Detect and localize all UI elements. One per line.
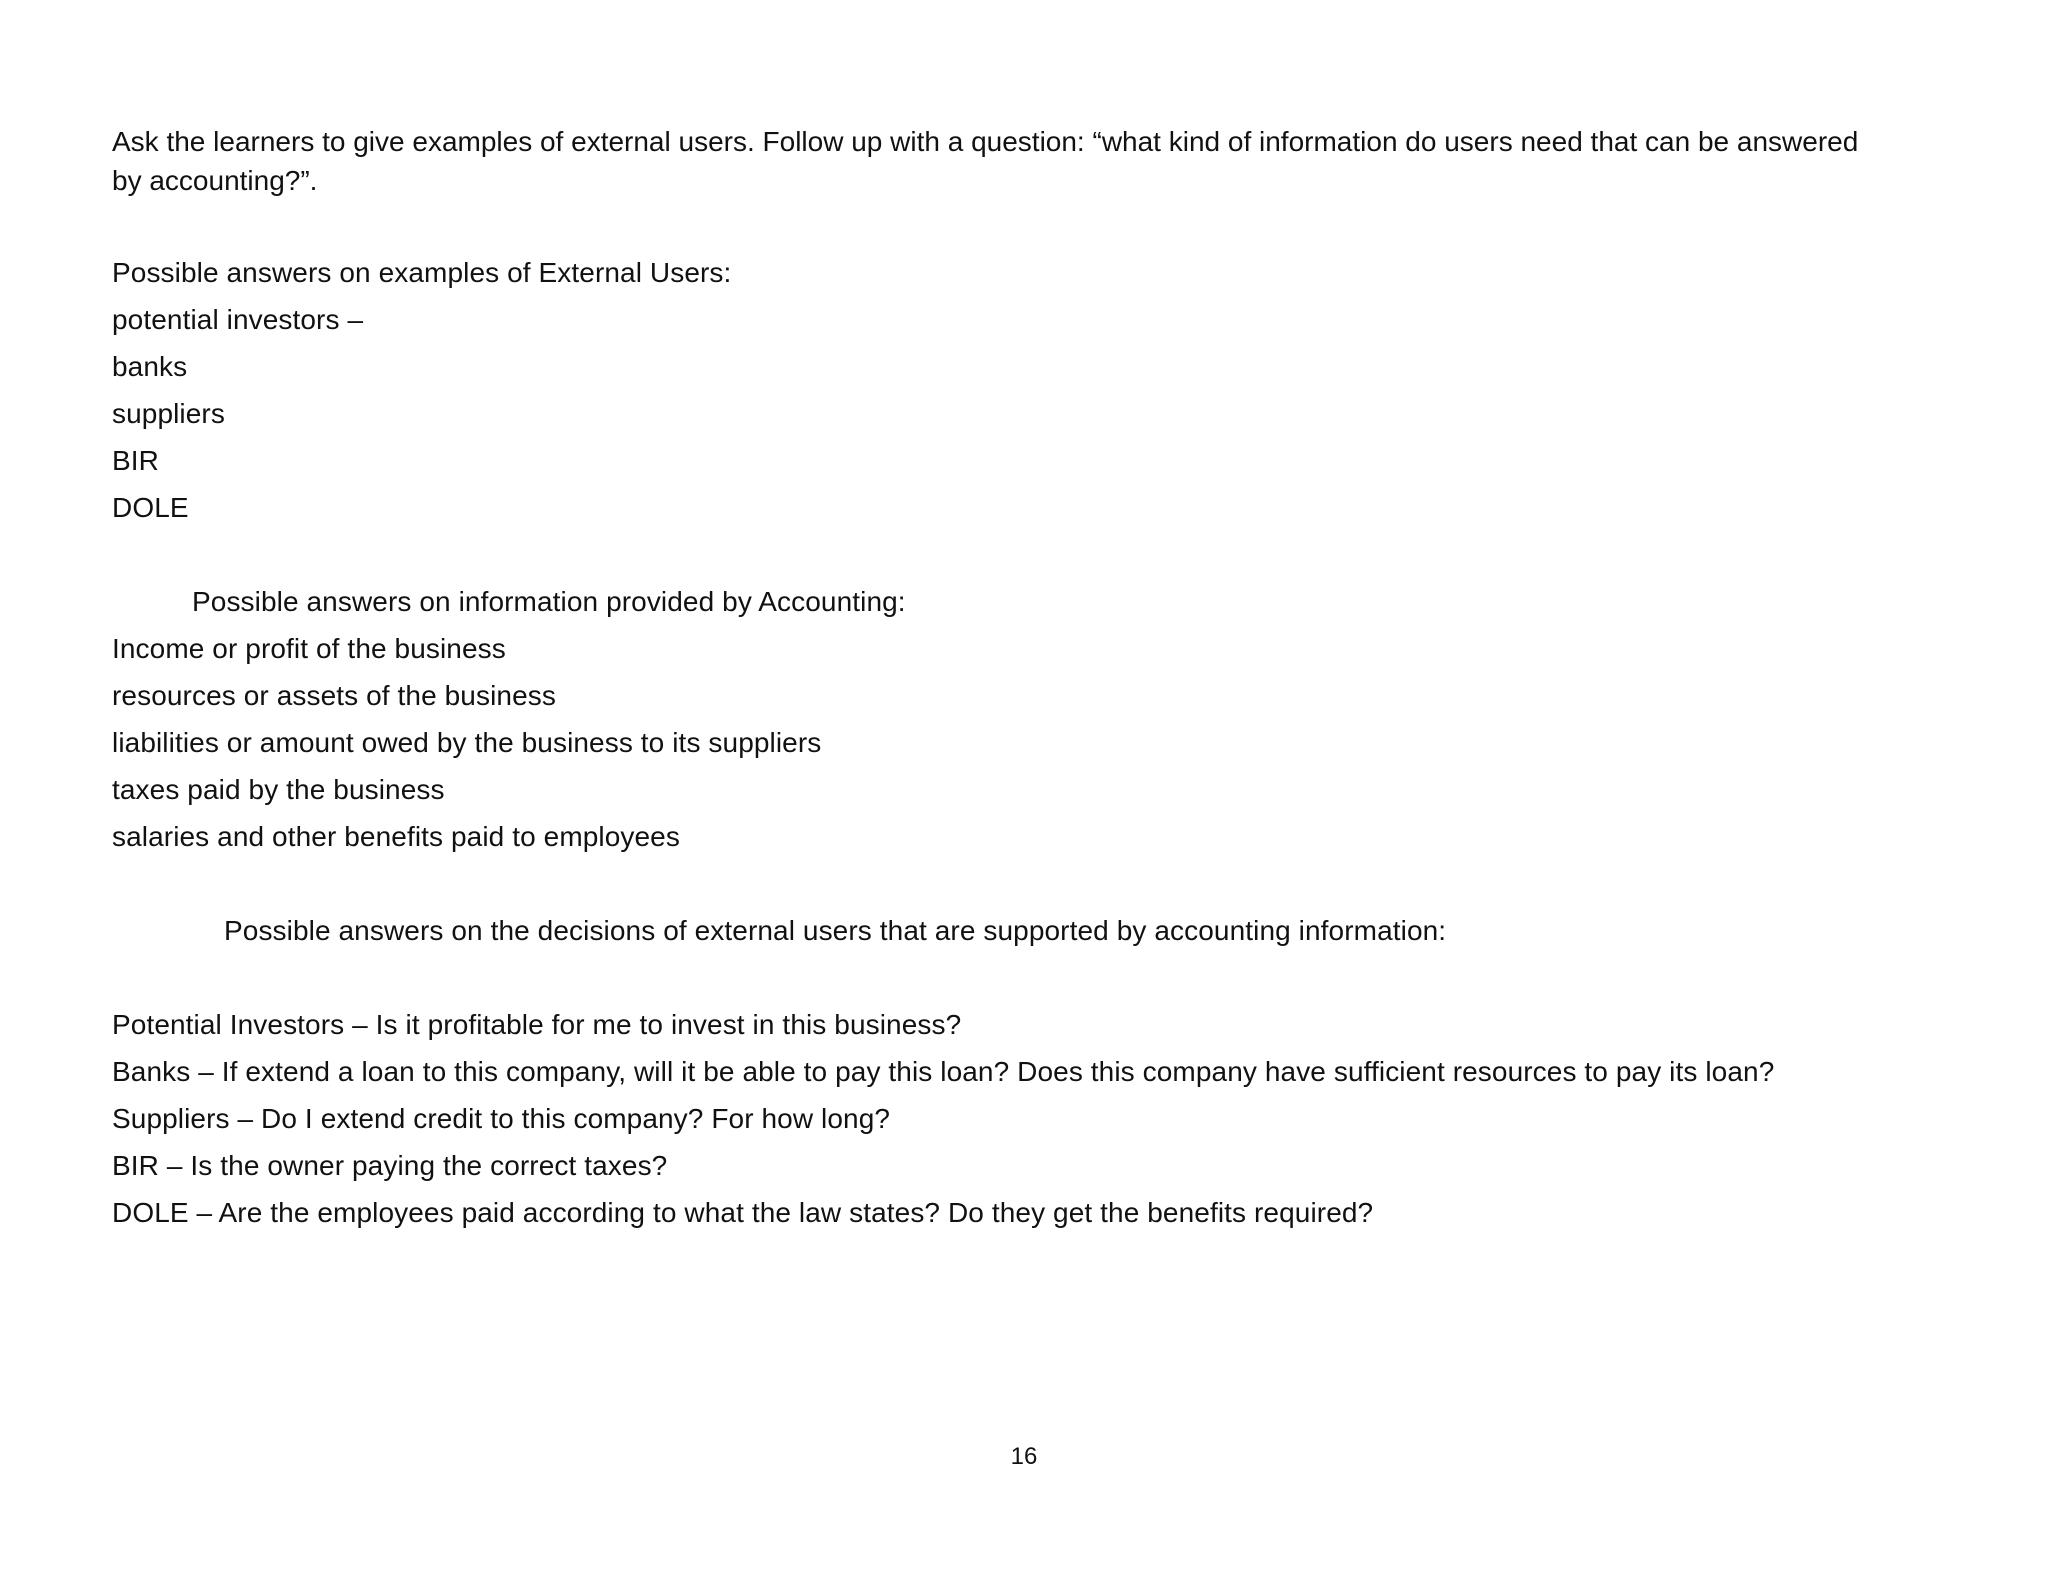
intro-line-2: by accounting?”. [112, 165, 318, 196]
accounting-info-item: salaries and other benefits paid to employees [112, 821, 680, 852]
decision-item: BIR – Is the owner paying the correct taxes? [112, 1150, 668, 1181]
accounting-info-item: resources or assets of the business [112, 680, 556, 711]
external-user-item: BIR [112, 445, 159, 476]
page-number: 16 [1010, 1443, 1038, 1470]
external-user-item: DOLE [112, 492, 189, 523]
intro-line-1: Ask the learners to give examples of external users. Follow up with a question: “what kind of information do users need that can be answered [112, 126, 1859, 157]
decision-item: Banks – If extend a loan to this company, will it be able to pay this loan? Does this company have sufficient resources to pay its loan? [112, 1056, 1775, 1087]
external-users-heading: Possible answers on examples of External Users: [112, 257, 732, 288]
accounting-info-item: Income or profit of the business [112, 633, 506, 664]
accounting-info-item: taxes paid by the business [112, 774, 445, 805]
external-user-item: banks [112, 351, 188, 382]
intro-paragraph [112, 122, 1942, 200]
decision-item: Potential Investors – Is it profitable for me to invest in this business? [112, 1009, 962, 1040]
external-user-item: suppliers [112, 398, 225, 429]
accounting-info-heading: Possible answers on information provided by Accounting: [192, 586, 906, 617]
accounting-info-item: liabilities or amount owed by the business to its suppliers [112, 727, 822, 758]
external-user-item: potential investors – [112, 304, 364, 335]
decisions-heading: Possible answers on the decisions of external users that are supported by accounting information: [224, 915, 1447, 946]
decision-item: DOLE – Are the employees paid according to what the law states? Do they get the benefits required? [112, 1197, 1374, 1228]
decision-item: Suppliers – Do I extend credit to this company? For how long? [112, 1103, 891, 1134]
